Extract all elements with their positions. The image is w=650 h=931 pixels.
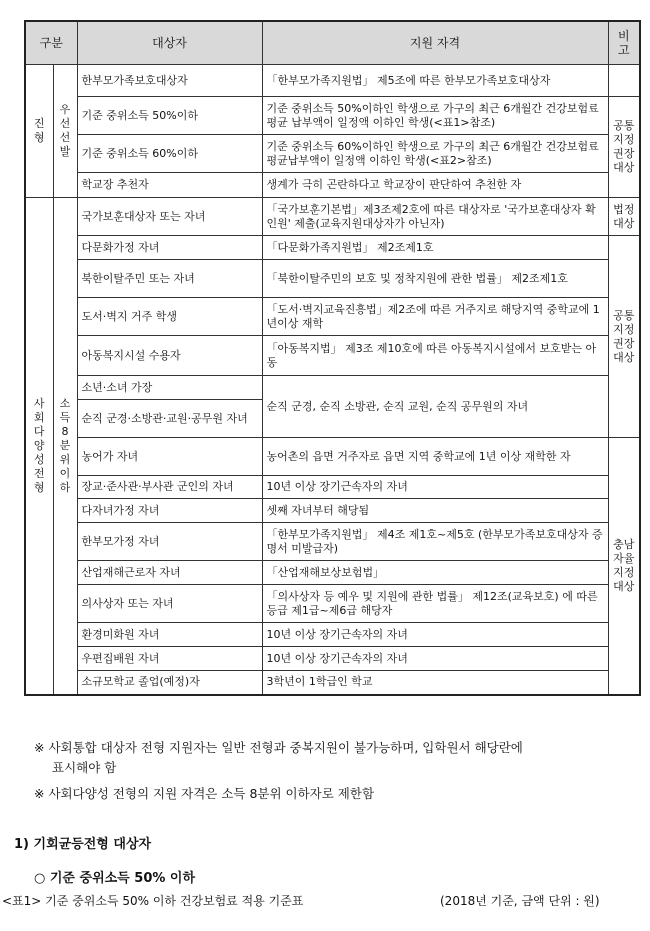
table-row	[25, 438, 640, 476]
table-row	[25, 647, 640, 671]
group2-sublabel: 소득8분위 이하	[53, 198, 77, 695]
table-row	[25, 671, 640, 695]
table-row	[25, 65, 640, 97]
qualification-cell: 「북한이탈주민의 보호 및 정착지원에 관한 법률」 제2조제1호	[262, 260, 608, 298]
qualification-cell: 순직 군경, 순직 소방관, 순직 교원, 순직 공무원의 자녀	[262, 376, 608, 438]
header-target: 대상자	[77, 21, 262, 65]
qualification-cell: 10년 이상 장기근속자의 자녀	[262, 623, 608, 647]
table-row	[25, 260, 640, 298]
qualification-cell: 생계가 극히 곤란하다고 학교장이 판단하여 추천한 자	[262, 173, 608, 198]
table-row	[25, 561, 640, 585]
table-row	[25, 623, 640, 647]
table-row	[25, 135, 640, 173]
remark-legal: 법정대상	[608, 198, 640, 236]
target-cell: 다문화가정 자녀	[77, 236, 262, 260]
qualification-cell: 「한부모가족지원법」 제5조에 따른 한부모가족보호대상자	[262, 65, 608, 97]
table-row	[25, 97, 640, 135]
note-2: ※ 사회다양성 전형의 지원 자격은 소득 8분위 이하자로 제한함	[34, 786, 375, 801]
qualification-cell: 「도서·벽지교육진흥법」제2조에 따른 거주지로 해당지역 중학교에 1년이상 재학	[262, 298, 608, 336]
qualification-cell: 10년 이상 장기근속자의 자녀	[262, 647, 608, 671]
qualification-cell: 농어촌의 읍면 거주자로 읍면 지역 중학교에 1년 이상 재학한 자	[262, 438, 608, 476]
target-cell: 다자녀가정 자녀	[77, 499, 262, 523]
note-1: ※ 사회통합 대상자 전형 지원자는 일반 전형과 중복지원이 불가능하며, 입학원서 해당란에	[34, 740, 523, 755]
note-1-cont: 표시해야 함	[52, 760, 117, 775]
table-row	[25, 376, 640, 400]
admission-eligibility-table	[24, 20, 641, 696]
qualification-cell: 기준 중위소득 60%이하인 학생으로 가구의 최근 6개월간 건강보험료 평균납부액이 일정액 이하인 학생(<표2>참조)	[262, 135, 608, 173]
target-cell: 순직 군경·소방관·교원·공무원 자녀	[77, 400, 262, 438]
qualification-cell: 셋째 자녀부터 해당됨	[262, 499, 608, 523]
table-caption-unit: (2018년 기준, 금액 단위 : 원)	[440, 894, 600, 908]
target-cell: 소규모학교 졸업(예정)자	[77, 671, 262, 695]
qualification-cell: 「국가보훈기본법」제3조제2호에 따른 대상자로 '국가보훈대상자 확인원' 제출(교육지원대상자가 아닌자)	[262, 198, 608, 236]
header-remark: 비고	[608, 21, 640, 65]
table-row	[25, 476, 640, 499]
table-row	[25, 173, 640, 198]
group2-label: 사회다양성 전형	[25, 198, 53, 695]
table-row	[25, 298, 640, 336]
qualification-cell: 「한부모가족지원법」 제4조 제1호~제5호 (한부모가족보호대상자 증명서 미발급자)	[262, 523, 608, 561]
table-caption: <표1> 기준 중위소득 50% 이하 건강보험료 적용 기준표	[2, 894, 304, 908]
table-row	[25, 198, 640, 236]
target-cell: 산업재해근로자 자녀	[77, 561, 262, 585]
qualification-cell: 「다문화가족지원법」 제2조제1호	[262, 236, 608, 260]
target-cell: 장교·준사관·부사관 군인의 자녀	[77, 476, 262, 499]
group1-sublabel: 우선선발	[53, 65, 77, 198]
table-row	[25, 499, 640, 523]
qualification-cell: 「의사상자 등 예우 및 지원에 관한 법률」 제12조(교육보호) 에 따른 등급 제1급~제6급 해당자	[262, 585, 608, 623]
qualification-cell: 3학년이 1학급인 학교	[262, 671, 608, 695]
remark-common: 공통지정권장대상	[608, 97, 640, 198]
sub-heading: ○ 기준 중위소득 50% 이하	[34, 871, 196, 886]
target-cell: 한부모가정 자녀	[77, 523, 262, 561]
target-cell: 기준 중위소득 50%이하	[77, 97, 262, 135]
table-header-row	[25, 21, 640, 65]
qualification-cell: 기준 중위소득 50%이하인 학생으로 가구의 최근 6개월간 건강보험료 평균 납부액이 일정액 이하인 학생(<표1>참조)	[262, 97, 608, 135]
table-row	[25, 236, 640, 260]
target-cell: 도서·벽지 거주 학생	[77, 298, 262, 336]
target-cell: 북한이탈주민 또는 자녀	[77, 260, 262, 298]
table-row	[25, 585, 640, 623]
table-row	[25, 523, 640, 561]
target-cell: 국가보훈대상자 또는 자녀	[77, 198, 262, 236]
section-heading: 1) 기회균등전형 대상자	[14, 837, 152, 852]
qualification-cell: 「산업재해보상보험법」	[262, 561, 608, 585]
target-cell: 한부모가족보호대상자	[77, 65, 262, 97]
table-row	[25, 336, 640, 376]
target-cell: 의사상자 또는 자녀	[77, 585, 262, 623]
qualification-cell: 10년 이상 장기근속자의 자녀	[262, 476, 608, 499]
group1-label: 진형	[25, 65, 53, 198]
remark-chungnam: 충남자율지정대상	[608, 438, 640, 695]
header-qualification: 지원 자격	[262, 21, 608, 65]
target-cell: 소년·소녀 가장	[77, 376, 262, 400]
target-cell: 학교장 추천자	[77, 173, 262, 198]
target-cell: 기준 중위소득 60%이하	[77, 135, 262, 173]
qualification-cell: 「아동복지법」 제3조 제10호에 따른 아동복지시설에서 보호받는 아동	[262, 336, 608, 376]
remark-cell-empty	[608, 65, 640, 97]
header-category: 구분	[25, 21, 77, 65]
target-cell: 환경미화원 자녀	[77, 623, 262, 647]
target-cell: 농어가 자녀	[77, 438, 262, 476]
remark-common2: 공통지정권장대상	[608, 236, 640, 438]
target-cell: 아동복지시설 수용자	[77, 336, 262, 376]
target-cell: 우편집배원 자녀	[77, 647, 262, 671]
